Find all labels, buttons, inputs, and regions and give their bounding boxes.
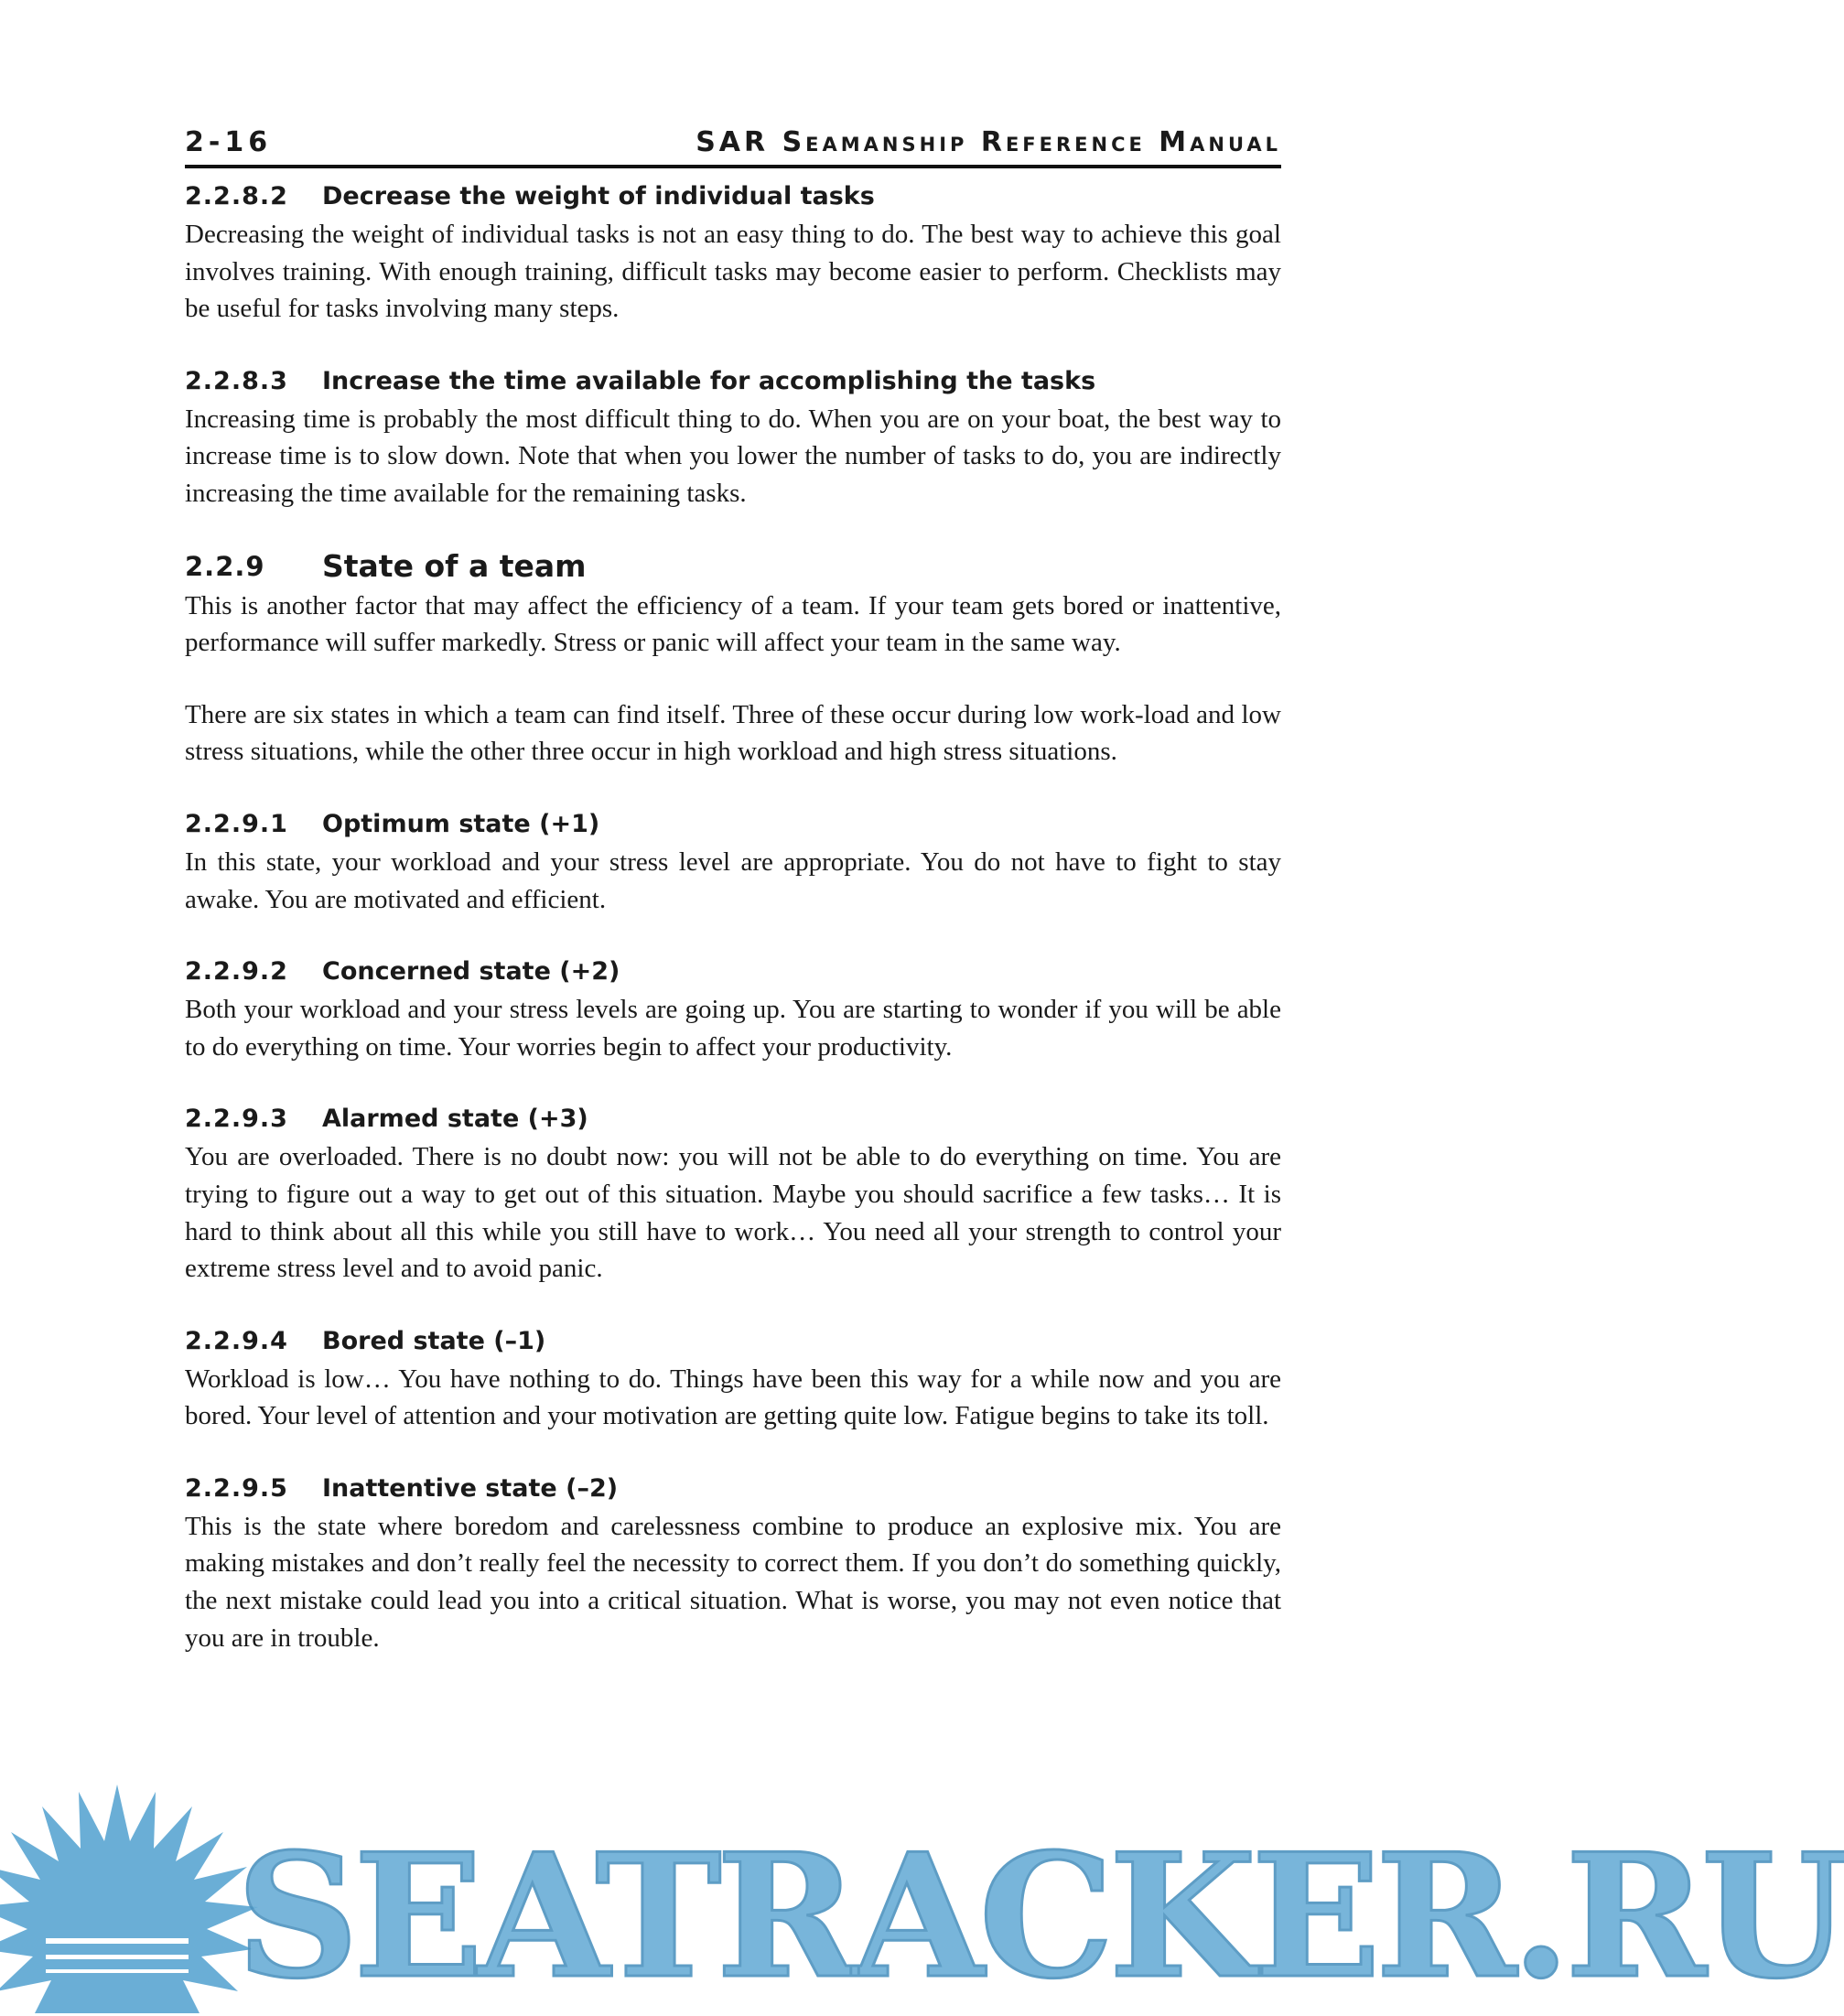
- section-title: Alarmed state (+3): [322, 1105, 588, 1134]
- section-heading: [185, 1100, 1281, 1138]
- section-number: 2.2.9.2: [185, 957, 288, 986]
- section-title: Concerned state (+2): [322, 957, 620, 986]
- body-paragraph: Increasing time is probably the most difficult thing to do. When you are on your boat, the best way to increase time is to slow down. Note that when you lower the number of tasks to do, you are indirectly increasing the time available for the remaining tasks.: [185, 404, 1281, 508]
- section-heading: [185, 178, 1281, 216]
- section-heading: [185, 1470, 1281, 1508]
- section-number: 2.2.9.5: [185, 1473, 288, 1503]
- section-title: Inattentive state (–2): [322, 1473, 619, 1503]
- section-heading: [185, 545, 1281, 588]
- section-number: 2.2.8.2: [185, 182, 288, 210]
- section-heading: [185, 1322, 1281, 1361]
- body-paragraph: There are six states in which a team can find itself. Three of these occur during low work-load and low stress situations, while the other three occur in high workload and high stress situations.: [185, 699, 1281, 767]
- section-number: 2.2.9.1: [185, 809, 288, 838]
- section-2-2-9: [185, 545, 1281, 771]
- body-paragraph: Workload is low… You have nothing to do. Things have been this way for a while now and you are bored. Your level of attention and your motivation are getting quite low. Fatigue begins to take its toll.: [185, 1364, 1281, 1431]
- section-heading: [185, 953, 1281, 991]
- body-paragraph: This is another factor that may affect the efficiency of a team. If your team gets bored or inattentive, performance will suffer markedly. Stress or panic will affect your team in the same way.: [185, 590, 1281, 658]
- section-number: 2.2.9.3: [185, 1105, 288, 1134]
- section-number: 2.2.9.4: [185, 1326, 288, 1355]
- body-paragraph: You are overloaded. There is no doubt now: you will not be able to do everything on time. You are trying to figure out a way to get out of this situation. Maybe you should sacrifice a few tasks… It is hard to think about all this while you still have to work… You need all your strength to control your extreme stress level and to avoid panic.: [185, 1142, 1281, 1284]
- body-paragraph: Decreasing the weight of individual tasks is not an easy thing to do. The best way to achieve this goal involves training. With enough training, difficult tasks may become easier to perform. Checklists may be useful for tasks involving many steps.: [185, 220, 1281, 324]
- section-number: 2.2.8.3: [185, 366, 288, 395]
- body-paragraph: In this state, your workload and your stress level are appropriate. You do not have to fight to stay awake. You are motivated and efficient.: [185, 846, 1281, 914]
- body-paragraph: Both your workload and your stress levels are going up. You are starting to wonder if you will be able to do everything on time. Your worries begin to affect your productivity.: [185, 995, 1281, 1062]
- section-title: Bored state (–1): [322, 1326, 546, 1355]
- section-title: Increase the time available for accomplishing the tasks: [322, 366, 1096, 395]
- section-2-2-9-1: [185, 805, 1281, 918]
- watermark-text: SEATRACKER.RU: [236, 1816, 1844, 2016]
- body-paragraph: This is the state where boredom and carelessness combine to produce an explosive mix. You are making mistakes and don’t really feel the necessity to correct them. If you don’t do something quickly, the next mistake could lead you into a critical situation. What is worse, you may not even notice that you are in trouble.: [185, 1511, 1281, 1653]
- section-heading: [185, 805, 1281, 844]
- section-2-2-8-2: [185, 178, 1281, 328]
- section-title: State of a team: [322, 547, 587, 584]
- section-heading: [185, 362, 1281, 401]
- running-title: SAR Seamanship Reference Manual: [696, 126, 1281, 158]
- page-header: [185, 124, 1281, 168]
- page-content: [185, 178, 1281, 1656]
- section-2-2-9-2: [185, 953, 1281, 1065]
- section-2-2-9-4: [185, 1322, 1281, 1435]
- section-2-2-9-3: [185, 1100, 1281, 1287]
- section-title: Decrease the weight of individual tasks: [322, 182, 875, 210]
- section-2-2-8-3: [185, 362, 1281, 512]
- page-number: 2-16: [185, 126, 273, 158]
- section-title: Optimum state (+1): [322, 809, 600, 838]
- section-2-2-9-5: [185, 1470, 1281, 1656]
- section-number: 2.2.9: [185, 550, 265, 582]
